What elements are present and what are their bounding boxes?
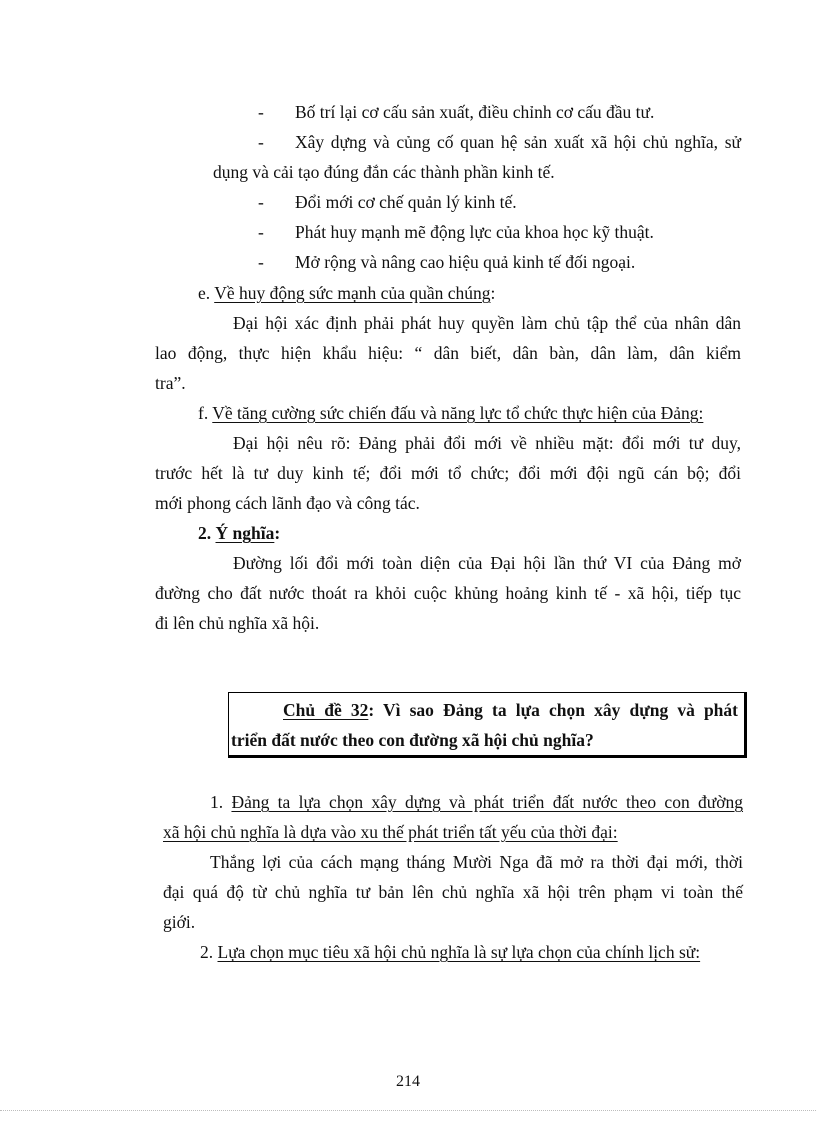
- paragraph-line: lao động, thực hiện khẩu hiệu: “ dân biết, dân bàn, dân làm, dân kiểm: [155, 343, 741, 363]
- paragraph-line: trước hết là tư duy kinh tế; đổi mới tổ chức; đổi mới đội ngũ cán bộ; đổi: [155, 463, 741, 483]
- page-number: 214: [396, 1073, 420, 1090]
- topic-title-line-2: triển đất nước theo con đường xã hội chủ nghĩa?: [231, 730, 594, 750]
- point-1-heading: 1. Đảng ta lựa chọn xây dựng và phát triển đất nước theo con đường: [210, 792, 744, 812]
- list-item: Mở rộng và nâng cao hiệu quả kinh tế đối ngoại.: [295, 252, 636, 272]
- list-item: Đổi mới cơ chế quản lý kinh tế.: [295, 192, 517, 212]
- paragraph-line: Đại hội xác định phải phát huy quyền làm chủ tập thể của nhân dân: [233, 313, 741, 333]
- section-f-heading: f. Về tăng cường sức chiến đấu và năng lực tổ chức thực hiện của Đảng:: [198, 403, 704, 423]
- paragraph-line: đi lên chủ nghĩa xã hội.: [155, 613, 320, 633]
- page-edge-divider: [0, 1110, 816, 1111]
- point-1-heading-line-2: xã hội chủ nghĩa là dựa vào xu thế phát triển tất yếu của thời đại:: [163, 822, 618, 842]
- list-dash: -: [258, 252, 264, 272]
- list-dash: -: [258, 192, 264, 212]
- list-dash: -: [258, 132, 264, 152]
- paragraph-line: mới phong cách lãnh đạo và công tác.: [155, 493, 420, 513]
- paragraph-line: đường cho đất nước thoát ra khỏi cuộc khủng hoảng kinh tế - xã hội, tiếp tục: [155, 583, 741, 603]
- paragraph-line: tra”.: [155, 373, 186, 393]
- paragraph-line: Đường lối đổi mới toàn diện của Đại hội lần thứ VI của Đảng mở: [233, 553, 741, 573]
- topic-box: [228, 692, 747, 758]
- paragraph-line: giới.: [163, 912, 196, 932]
- list-item: Xây dựng và củng cố quan hệ sản xuất xã hội chủ nghĩa, sử: [295, 132, 741, 152]
- list-dash: -: [258, 222, 264, 242]
- list-dash: -: [258, 102, 264, 122]
- point-2-heading: 2. Lựa chọn mục tiêu xã hội chủ nghĩa là sự lựa chọn của chính lịch sử:: [200, 942, 701, 962]
- section-e-heading: e. Về huy động sức mạnh của quần chúng:: [198, 283, 496, 303]
- topic-title-line-1: Chủ đề 32: Vì sao Đảng ta lựa chọn xây dựng và phát: [283, 700, 738, 720]
- section-2-heading: 2. Ý nghĩa:: [198, 523, 281, 543]
- paragraph-line: đại quá độ từ chủ nghĩa tư bản lên chủ nghĩa xã hội trên phạm vi toàn thế: [163, 882, 743, 902]
- list-item: Phát huy mạnh mẽ động lực của khoa học kỹ thuật.: [295, 222, 654, 242]
- list-item: Bố trí lại cơ cấu sản xuất, điều chỉnh cơ cấu đầu tư.: [295, 102, 655, 122]
- list-item-continuation: dụng và cải tạo đúng đắn các thành phần kinh tế.: [213, 162, 555, 182]
- paragraph-line: Đại hội nêu rõ: Đảng phải đổi mới về nhiều mặt: đổi mới tư duy,: [233, 433, 741, 453]
- paragraph-line: Thắng lợi của cách mạng tháng Mười Nga đã mở ra thời đại mới, thời: [210, 852, 743, 872]
